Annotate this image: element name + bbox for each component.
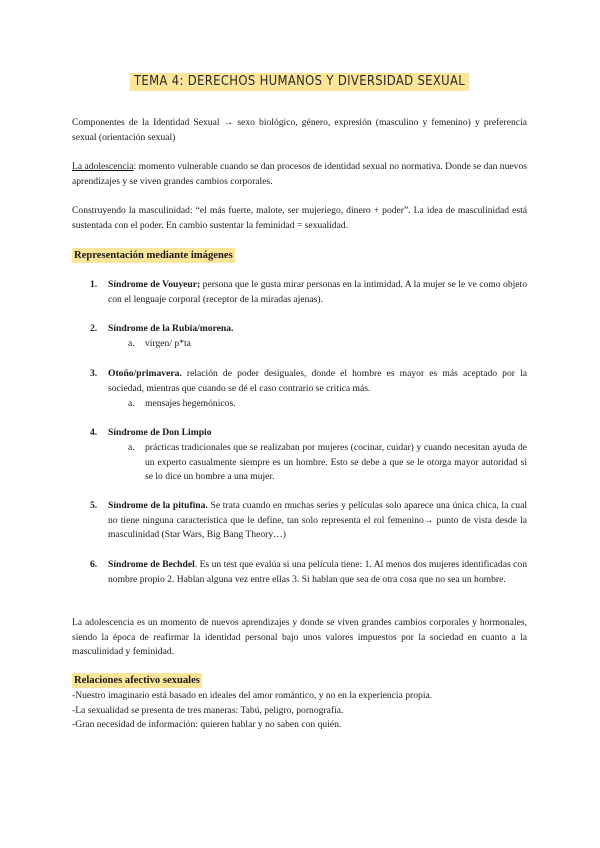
sub-list-item <box>128 441 527 485</box>
list-item <box>90 367 527 396</box>
section-heading-relaciones: Relaciones afectivo sexuales <box>74 675 200 686</box>
sub-list-item <box>128 337 527 352</box>
sub-list-text: virgen/ p*ta <box>145 338 191 349</box>
list-item-number: 2. <box>90 323 98 334</box>
list-item <box>90 278 527 307</box>
adolescencia-text: : momento vulnerable cuando se dan procesos de identidad sexual no normativa. Donde se dan nuevos aprendizajes y se viven grandes cambios corporales. <box>72 161 527 187</box>
page-title: TEMA 4: DERECHOS HUMANOS Y DIVERSIDAD SEXUAL <box>130 73 470 91</box>
relaciones-line: -Gran necesidad de información: quieren hablar y no saben con quién. <box>72 719 342 730</box>
list-item-text: Se trata cuando en muchas series y películas solo aparece una única chica, la cual no tiene ninguna característica que le define, tan solo representa el rol femenino→ punto de vista desde la masculinidad (Star Wars, Big Bang Theory…) <box>108 500 527 540</box>
sub-list-text: prácticas tradicionales que se realizaban por mujeres (cocinar, cuidar) y cuando necesitan ayuda de un experto casualmente siempre es un hombre. Esto se debe a que se le otorga mayor autoridad si se lo dice un hombre a una mujer. <box>145 442 527 482</box>
list-item-title: Otoño/primavera. <box>108 368 182 379</box>
list-item-number: 1. <box>90 279 98 290</box>
sub-list-text: mensajes hegemónicos. <box>145 398 236 409</box>
list-item-number: 5. <box>90 500 98 511</box>
list-item-text: . Es un test que evalúa si una película tiene: 1. Al menos dos mujeres identificadas con nombre propio 2. Hablan alguna vez entre ellas 3. Si hablan que sea de otra cosa que no sea un hombre. <box>108 559 527 585</box>
intro-paragraph: Componentes de la Identidad Sexual → sexo biológico, género, expresión (masculino y femenino) y preferencia sexual (orientación sexual) <box>72 117 527 143</box>
list-item <box>90 499 527 543</box>
sub-list-letter: a. <box>128 398 135 409</box>
list-item-title: Síndrome de Don Limpio <box>108 427 212 438</box>
adolescencia-paragraph <box>72 160 527 189</box>
list-item-title: Síndrome de Bechdel <box>108 559 195 570</box>
relaciones-line: -La sexualidad se presenta de tres maneras: Tabú, peligro, pornografía. <box>72 704 344 716</box>
list-item-title: Síndrome de la pitufina. <box>108 500 208 511</box>
list-item-number: 4. <box>90 427 98 438</box>
sub-list-letter: a. <box>128 338 135 349</box>
list-item-number: 6. <box>90 559 98 570</box>
conclusion-paragraph: La adolescencia es un momento de nuevos aprendizajes y donde se viven grandes cambios corporales y hormonales, siendo la época de reafirmar la identidad personal bajo unos valores impuestos por la sociedad en cuanto a la masculinidad y feminidad. <box>72 617 527 657</box>
relaciones-lines <box>72 689 527 733</box>
masculinidad-paragraph: Construyendo la masculinidad: “el más fuerte, malote, ser mujeriego, dinero + poder”. La idea de masculinidad está sustentada con el poder. En cambio sustentar la feminidad = sexualidad. <box>72 205 527 231</box>
relaciones-line: -Nuestro imaginario está basado en ideales del amor romántico, y no en la experiencia propia. <box>72 690 433 701</box>
sub-list-letter: a. <box>128 442 135 453</box>
list-item-title: Síndrome de Vouyeur; <box>108 279 201 290</box>
list-item <box>90 558 527 587</box>
list-item-text: persona que le gusta mirar personas en la intimidad. A la mujer se le ve como objeto con el lenguaje corporal (receptor de la miradas ajenas). <box>108 279 527 305</box>
list-item-number: 3. <box>90 368 98 379</box>
list-item-title: Síndrome de la Rubia/morena. <box>108 323 234 334</box>
list-item <box>90 426 527 441</box>
section-heading-representacion: Representación mediante imágenes <box>74 250 233 261</box>
adolescencia-term: La adolescencia <box>72 161 134 172</box>
list-item <box>90 322 527 337</box>
title-container <box>0 73 600 91</box>
list-item-text: relación de poder desiguales, donde el hombre es mayor es más aceptado por la sociedad, mientras que cuando se dé el caso contrario se critica más. <box>108 368 527 394</box>
sub-list-item <box>128 397 527 412</box>
